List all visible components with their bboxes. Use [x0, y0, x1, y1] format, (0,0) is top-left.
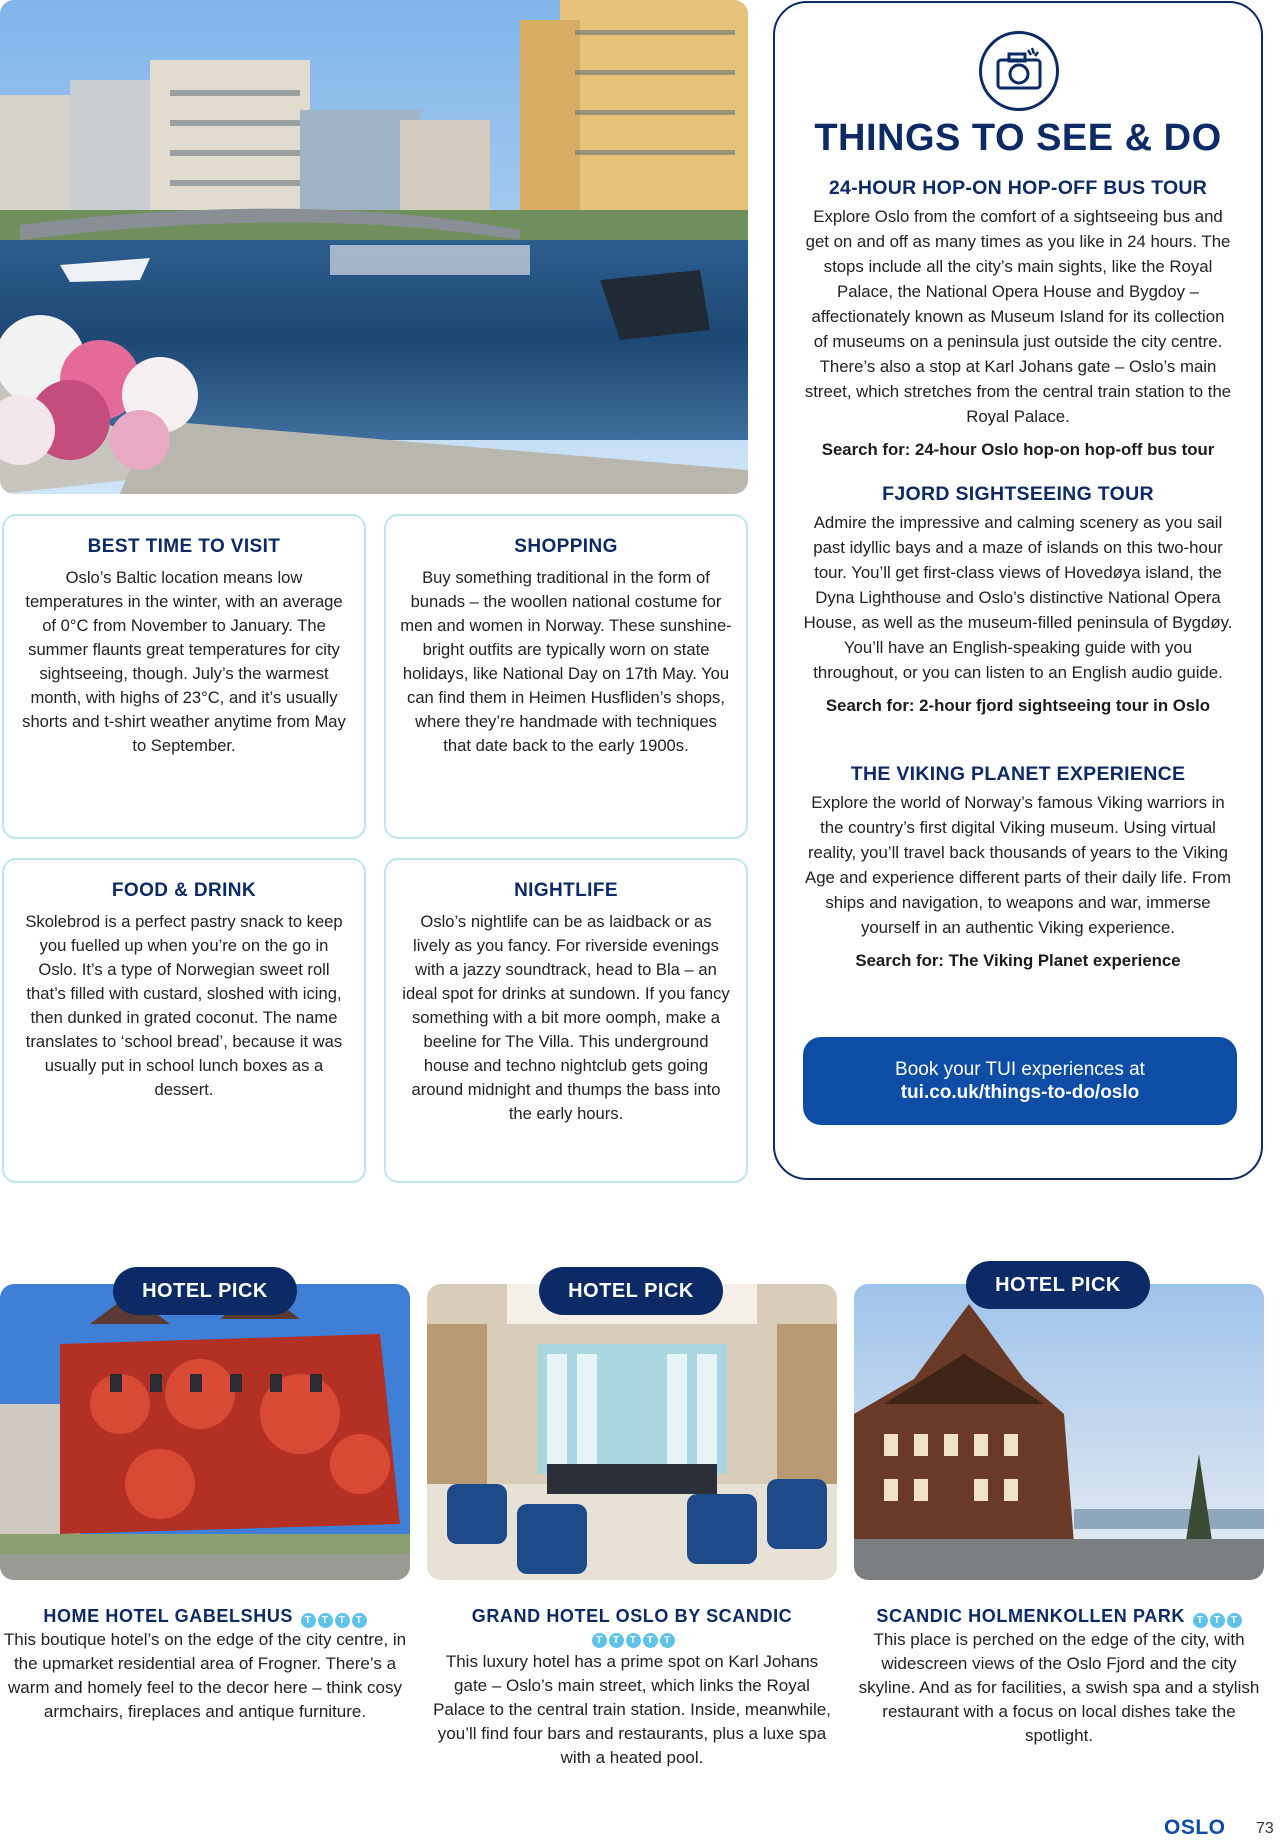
- section-bus-tour: [803, 177, 1233, 462]
- hotel-name-text: HOME HOTEL GABELSHUS: [43, 1606, 294, 1626]
- hotel-pick-badge: HOTEL PICK: [113, 1267, 297, 1315]
- page-number: 73: [1256, 1820, 1274, 1837]
- hero-photo: [0, 0, 748, 494]
- hotel-photo-grand: [427, 1284, 837, 1580]
- hotel-name: [0, 1606, 410, 1628]
- hotel-pick-badge: HOTEL PICK: [966, 1261, 1150, 1309]
- rating-dot-icon: T: [609, 1633, 624, 1648]
- box-text: Buy something traditional in the form of bunads – the woollen national costume for men and women in Norway. These sunshine-bright outfits are typically worn on state holidays, like National Day on 17th May. You can find them in Heimen Husfliden’s shops, where they’re handmade with techniques that date back to the early 1900s.: [400, 568, 732, 755]
- rating-dot-icon: T: [1210, 1613, 1225, 1628]
- hotel-name: GRAND HOTEL OSLO BY SCANDIC: [471, 1606, 793, 1626]
- book-experiences-button[interactable]: [803, 1037, 1237, 1125]
- hotel-photo-holmenkollen: [854, 1284, 1264, 1580]
- section-fjord-tour: [803, 483, 1233, 718]
- rating-icons: [299, 1606, 367, 1626]
- rating-dot-icon: T: [592, 1633, 607, 1648]
- section-heading: 24-HOUR HOP-ON HOP-OFF BUS TOUR: [828, 177, 1208, 199]
- box-text: Oslo’s nightlife can be as laidback or as lively as you fancy. For riverside evenings with a jazzy soundtrack, head to Bla – an ideal spot for drinks at sundown. If you fancy something with a bit more oomph, make a beeline for The Villa. This underground house and techno nightclub gets going around midnight and thumps the bass into the early hours.: [402, 912, 730, 1123]
- hotel-photo-gabelshus: [0, 1284, 410, 1580]
- hotel-description: This place is perched on the edge of the city, with widescreen views of the Oslo Fjord and the city skyline. And as for facilities, a swish spa and a stylish restaurant with a focus on local dishes take the spotlight.: [858, 1630, 1260, 1745]
- hotel-pick-badge: HOTEL PICK: [539, 1267, 723, 1315]
- box-title: BEST TIME TO VISIT: [87, 536, 281, 557]
- info-box-best-time: [2, 514, 366, 839]
- hotel-card-gabelshus: [0, 1606, 410, 1724]
- rating-dot-icon: T: [626, 1633, 641, 1648]
- info-box-nightlife: [384, 858, 748, 1183]
- info-box-food-drink: [2, 858, 366, 1183]
- panel-title: THINGS TO SEE & DO: [814, 117, 1222, 159]
- rating-dot-icon: T: [660, 1633, 675, 1648]
- section-text: Admire the impressive and calming scenery as you sail past idyllic bays and a maze of islands on this two-hour tour. You’ll get first-class views of Hovedøya island, the Dyna Lighthouse and Oslo’s distinctive National Opera House, as well as the museum-filled peninsula of Bygdøy. You’ll have an English-speaking guide with you throughout, or you can listen to an English audio guide.: [803, 513, 1233, 682]
- box-text: Oslo’s Baltic location means low temperatures in the winter, with an average of 0°C from November to January. The summer flaunts great temperatures for city sightseeing, though. July’s the warmest month, with highs of 23°C, and it’s usually shorts and t-shirt weather anytime from May to September.: [22, 568, 346, 755]
- camera-icon: [979, 31, 1059, 111]
- box-text: Skolebrod is a perfect pastry snack to keep you fuelled up when you’re on the go in Oslo. It’s a type of Norwegian sweet roll that’s filled with custard, sloshed with icing, then dunked in grated coconut. The name translates to ‘school bread’, because it was usually put in school lunch boxes as a dessert.: [25, 912, 343, 1099]
- section-heading: FJORD SIGHTSEEING TOUR: [882, 483, 1154, 505]
- hotel-description: This luxury hotel has a prime spot on Karl Johans gate – Oslo’s main street, which links the Royal Palace to the central train station. Inside, meanwhile, you’ll find four bars and restaurants, plus a luxe spa with a heated pool.: [433, 1652, 831, 1767]
- search-hint: Search for: 2-hour fjord sightseeing tour in Oslo: [825, 696, 1211, 715]
- hotel-card-grand: [427, 1606, 837, 1770]
- rating-icons: [427, 1629, 837, 1648]
- info-box-shopping: [384, 514, 748, 839]
- cta-line: Book your TUI experiences at: [895, 1059, 1145, 1080]
- hotel-card-holmenkollen: [854, 1606, 1264, 1748]
- hotel-name-text: SCANDIC HOLMENKOLLEN PARK: [876, 1606, 1186, 1626]
- rating-dot-icon: T: [301, 1613, 316, 1628]
- rating-dot-icon: T: [1227, 1613, 1242, 1628]
- section-text: Explore the world of Norway’s famous Viking warriors in the country’s first digital Viking museum. Using virtual reality, you’ll travel back thousands of years to the Viking Age and experience different parts of their daily life. From ships and navigation, to weapons and war, immerse yourself in an authentic Viking experience.: [805, 793, 1231, 937]
- section-heading: THE VIKING PLANET EXPERIENCE: [850, 763, 1186, 785]
- box-title: NIGHTLIFE: [514, 880, 618, 901]
- things-to-do-panel: [773, 1, 1263, 1180]
- rating-icons: [1191, 1606, 1242, 1626]
- cta-url-link[interactable]: tui.co.uk/things-to-do/oslo: [900, 1082, 1140, 1103]
- section-text: Explore Oslo from the comfort of a sightseeing bus and get on and off as many times as you like in 24 hours. The stops include all the city’s main sights, like the Royal Palace, the National Opera House and Bygdoy – affectionately known as Museum Island for its collection of museums on a peninsula just outside the city centre. There’s also a stop at Karl Johans gate – Oslo’s main street, which stretches from the central train station to the Royal Palace.: [804, 207, 1232, 426]
- rating-dot-icon: T: [1193, 1613, 1208, 1628]
- section-viking-planet: [803, 763, 1233, 973]
- box-title: FOOD & DRINK: [111, 880, 257, 901]
- rating-dot-icon: T: [352, 1613, 367, 1628]
- box-title: SHOPPING: [514, 536, 618, 557]
- hotel-name: [854, 1606, 1264, 1628]
- rating-dot-icon: T: [318, 1613, 333, 1628]
- footer-destination: OSLO: [1164, 1816, 1226, 1839]
- rating-dot-icon: T: [335, 1613, 350, 1628]
- search-hint: Search for: The Viking Planet experience: [855, 951, 1181, 970]
- hotel-description: This boutique hotel’s on the edge of the city centre, in the upmarket residential area of Frogner. There’s a warm and homely feel to the decor here – think cosy armchairs, fireplaces and antique furniture.: [3, 1630, 407, 1721]
- search-hint: Search for: 24-hour Oslo hop-on hop-off bus tour: [821, 440, 1215, 459]
- rating-dot-icon: T: [643, 1633, 658, 1648]
